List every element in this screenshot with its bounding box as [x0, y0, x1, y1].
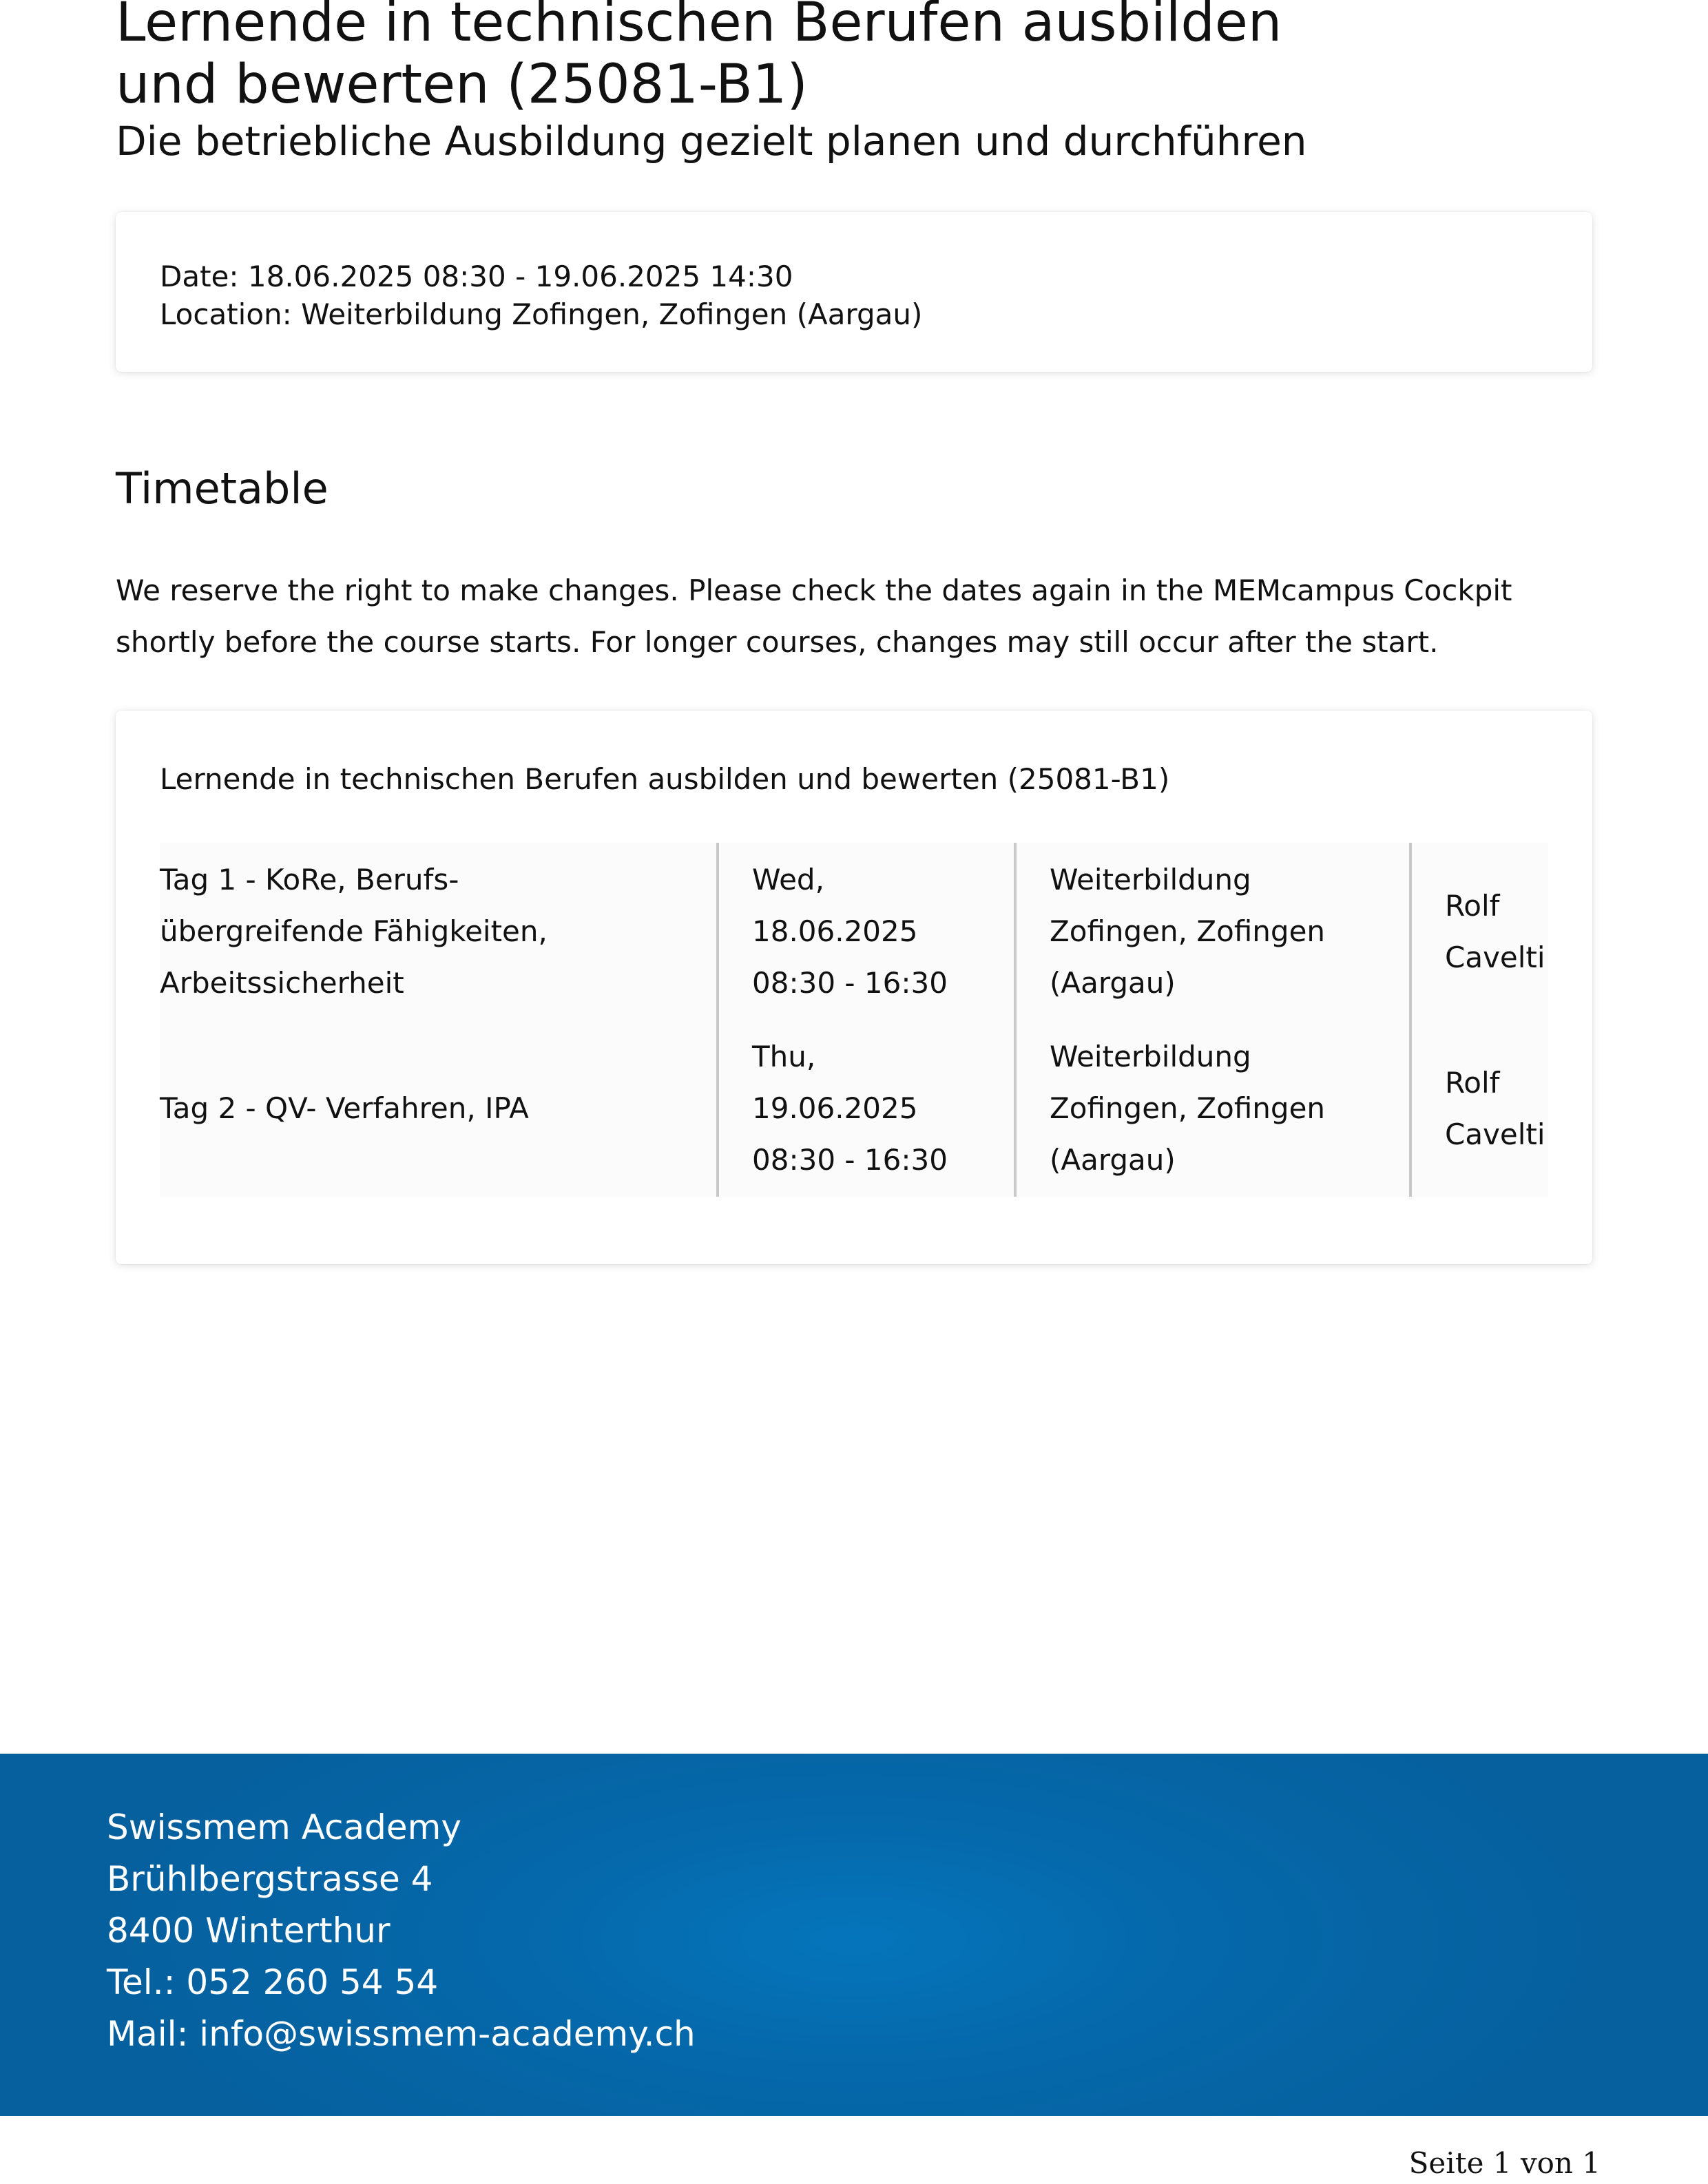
timetable-table — [160, 843, 1548, 1197]
session-trainer — [1410, 1020, 1548, 1197]
trainer-first-name: Rolf — [1445, 1065, 1500, 1100]
document-content — [116, 0, 1592, 1264]
session-location-line: (Aargau) — [1050, 1143, 1176, 1177]
timetable-course-title: Lernende in technischen Berufen ausbilden und bewerten (25081-B1) — [160, 762, 1170, 796]
session-location-line: Zofingen, Zofingen — [1050, 914, 1326, 948]
session-time: 08:30 - 16:30 — [752, 966, 948, 1000]
course-title-line-2: und bewerten (25081-B1) — [116, 54, 808, 116]
footer-contact-banner — [0, 1754, 1708, 2116]
session-location — [1015, 843, 1410, 1020]
footer-contact — [107, 1802, 696, 2060]
session-weekday: Wed, — [752, 863, 824, 896]
session-title: Tag 1 - KoRe, Berufs- übergreifende Fähigkeiten, Arbeitssicherheit — [160, 863, 548, 1000]
table-row — [160, 843, 1548, 1020]
course-title — [116, 0, 1592, 116]
session-time: 08:30 - 16:30 — [752, 1143, 948, 1177]
session-location-line: Weiterbildung — [1050, 1040, 1251, 1073]
footer-organization: Swissmem Academy — [107, 1807, 461, 1847]
footer-phone: Tel.: 052 260 54 54 — [107, 1962, 439, 2002]
session-datetime — [718, 843, 1015, 1020]
timetable-heading: Timetable — [116, 463, 329, 514]
course-subtitle: Die betriebliche Ausbildung gezielt planen und durchführen — [116, 118, 1307, 165]
timetable-card — [116, 711, 1592, 1264]
session-datetime — [718, 1020, 1015, 1197]
trainer-first-name: Rolf — [1445, 888, 1500, 923]
footer-mail: Mail: info@swissmem-academy.ch — [107, 2014, 696, 2054]
session-location-line: (Aargau) — [1050, 966, 1176, 1000]
trainer-last-name: Cavelti — [1445, 940, 1545, 974]
footer-street: Brühlbergstrasse 4 — [107, 1859, 433, 1899]
footer-city: 8400 Winterthur — [107, 1911, 390, 1951]
trainer-last-name: Cavelti — [1445, 1117, 1545, 1151]
timetable-notice: We reserve the right to make changes. Please check the dates again in the MEMcampus Cockpit shortly before the course starts. For longer courses, changes may still occur after the start. — [116, 574, 1512, 659]
session-location-line: Weiterbildung — [1050, 863, 1251, 896]
session-title: Tag 2 - QV- Verfahren, IPA — [160, 1091, 529, 1125]
session-location-line: Zofingen, Zofingen — [1050, 1091, 1326, 1125]
session-trainer — [1410, 843, 1548, 1020]
page-number: Seite 1 von 1 — [1408, 2146, 1601, 2180]
table-row — [160, 1020, 1548, 1197]
course-info-card — [116, 212, 1592, 372]
session-location — [1015, 1020, 1410, 1197]
session-date: 18.06.2025 — [752, 914, 918, 948]
course-date: Date: 18.06.2025 08:30 - 19.06.2025 14:30 — [160, 260, 793, 293]
course-location: Location: Weiterbildung Zofingen, Zofingen (Aargau) — [160, 297, 923, 331]
course-title-line-1: Lernende in technischen Berufen ausbilden — [116, 0, 1282, 54]
session-weekday: Thu, — [752, 1040, 816, 1073]
session-date: 19.06.2025 — [752, 1091, 918, 1125]
